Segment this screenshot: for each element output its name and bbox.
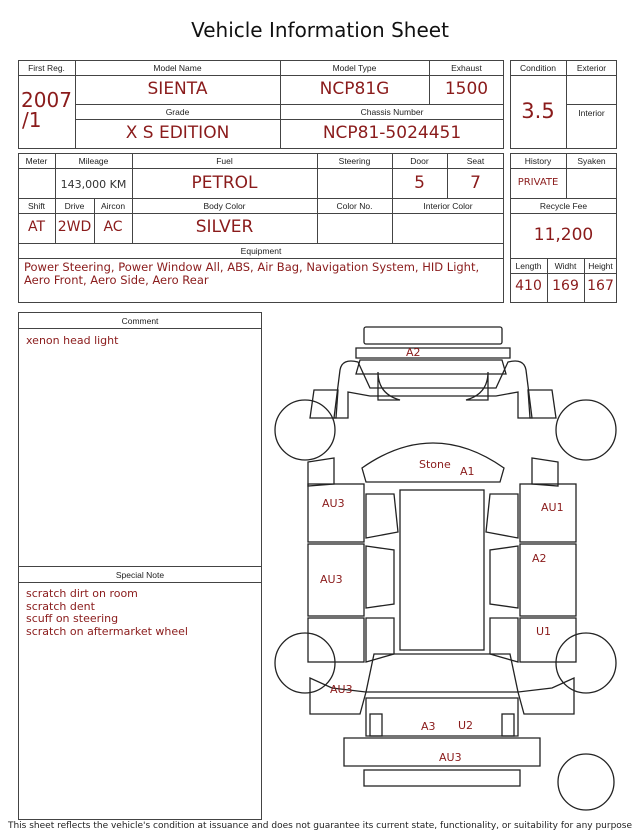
list-item: scuff on steering (26, 612, 119, 625)
list-item: scratch dent (26, 599, 95, 613)
recycle-fee-label: Recycle Fee (539, 201, 588, 211)
grade-label: Grade (165, 107, 190, 117)
interior-color-label: Interior Color (423, 201, 473, 211)
body-color-value: SILVER (195, 217, 254, 237)
shift-label: Shift (27, 201, 45, 211)
damage-code-front-hood: A2 (406, 346, 421, 359)
condition-grade: 3.5 (521, 99, 555, 123)
comment-label: Comment (121, 316, 159, 326)
recycle-fee-value: 11,200 (533, 225, 594, 245)
seat-value: 7 (470, 173, 481, 193)
chassis-value: NCP81-5024451 (322, 123, 462, 143)
damage-code-left-rear-quarter: AU3 (330, 683, 353, 696)
body-color-label: Body Color (203, 201, 246, 211)
model-type-value: NCP81G (319, 79, 390, 99)
syaken-label: Syaken (577, 156, 606, 166)
damage-code-tail-right: U2 (458, 719, 474, 732)
comment-text: xenon head light (26, 334, 119, 347)
seat-label: Seat (466, 156, 485, 166)
color-no-label: Color No. (336, 201, 373, 211)
length-label: Length (515, 261, 542, 271)
height-label: Height (588, 261, 613, 271)
damage-code-right-front-door: AU1 (541, 501, 564, 514)
special-notes-list (26, 588, 188, 638)
history-label: History (524, 156, 552, 166)
damage-code-rear-bumper: AU3 (439, 751, 462, 764)
damage-code-stone: Stone (419, 458, 451, 471)
damage-code-left-front-door: AU3 (322, 497, 345, 510)
model-name-value: SIENTA (147, 79, 208, 99)
history-value: PRIVATE (517, 177, 559, 188)
first-reg-year: 2007 (21, 88, 72, 112)
exhaust-value: 1500 (444, 79, 489, 99)
steering-label: Steering (338, 156, 371, 166)
model-type-label: Model Type (332, 63, 377, 73)
damage-code-right-rear-quarter: U1 (536, 625, 552, 638)
condition-label: Condition (520, 63, 556, 73)
damage-code-tail-left: A3 (421, 720, 436, 733)
damage-code-left-rear-door: AU3 (320, 573, 343, 586)
aircon-value: AC (103, 219, 123, 235)
exhaust-label: Exhaust (451, 63, 482, 73)
meter-label: Meter (25, 156, 48, 166)
mileage-label: Mileage (78, 156, 109, 166)
page-title: Vehicle Information Sheet (191, 18, 449, 42)
drive-value: 2WD (57, 219, 92, 235)
door-value: 5 (414, 173, 425, 193)
exterior-label: Exterior (576, 63, 607, 73)
drive-label: Drive (64, 201, 85, 211)
special-note-label: Special Note (115, 570, 165, 580)
width-label: Widht (554, 261, 577, 271)
width-value: 169 (552, 278, 579, 294)
damage-code-windshield: A1 (460, 465, 475, 478)
damage-code-right-rear-door: A2 (532, 552, 547, 565)
fuel-value: PETROL (191, 173, 258, 193)
mileage-value: 143,000 KM (60, 178, 127, 191)
aircon-label: Aircon (100, 201, 126, 211)
chassis-label: Chassis Number (360, 107, 424, 117)
equipment-value: Power Steering, Power Window All, ABS, Air Bag, Navigation System, HID Light, Aero Front, Aero Side, Aero Rear (24, 260, 480, 287)
disclaimer-footer: This sheet reflects the vehicle's condition at issuance and does not guarantee its current state, functionality, or suitability for any purpose (7, 821, 633, 831)
grade-value: X S EDITION (125, 123, 230, 143)
height-value: 167 (587, 278, 614, 294)
model-name-label: Model Name (153, 63, 202, 73)
fuel-label: Fuel (216, 156, 233, 166)
first-reg-month: /1 (22, 108, 42, 132)
interior-label: Interior (578, 108, 605, 118)
equipment-label: Equipment (240, 246, 282, 256)
list-item: scratch on aftermarket wheel (26, 624, 188, 638)
shift-value: AT (27, 219, 46, 235)
list-item: scratch dirt on room (26, 587, 138, 600)
door-label: Door (410, 156, 429, 166)
length-value: 410 (515, 278, 542, 294)
first-reg-label: First Reg. (28, 63, 65, 73)
